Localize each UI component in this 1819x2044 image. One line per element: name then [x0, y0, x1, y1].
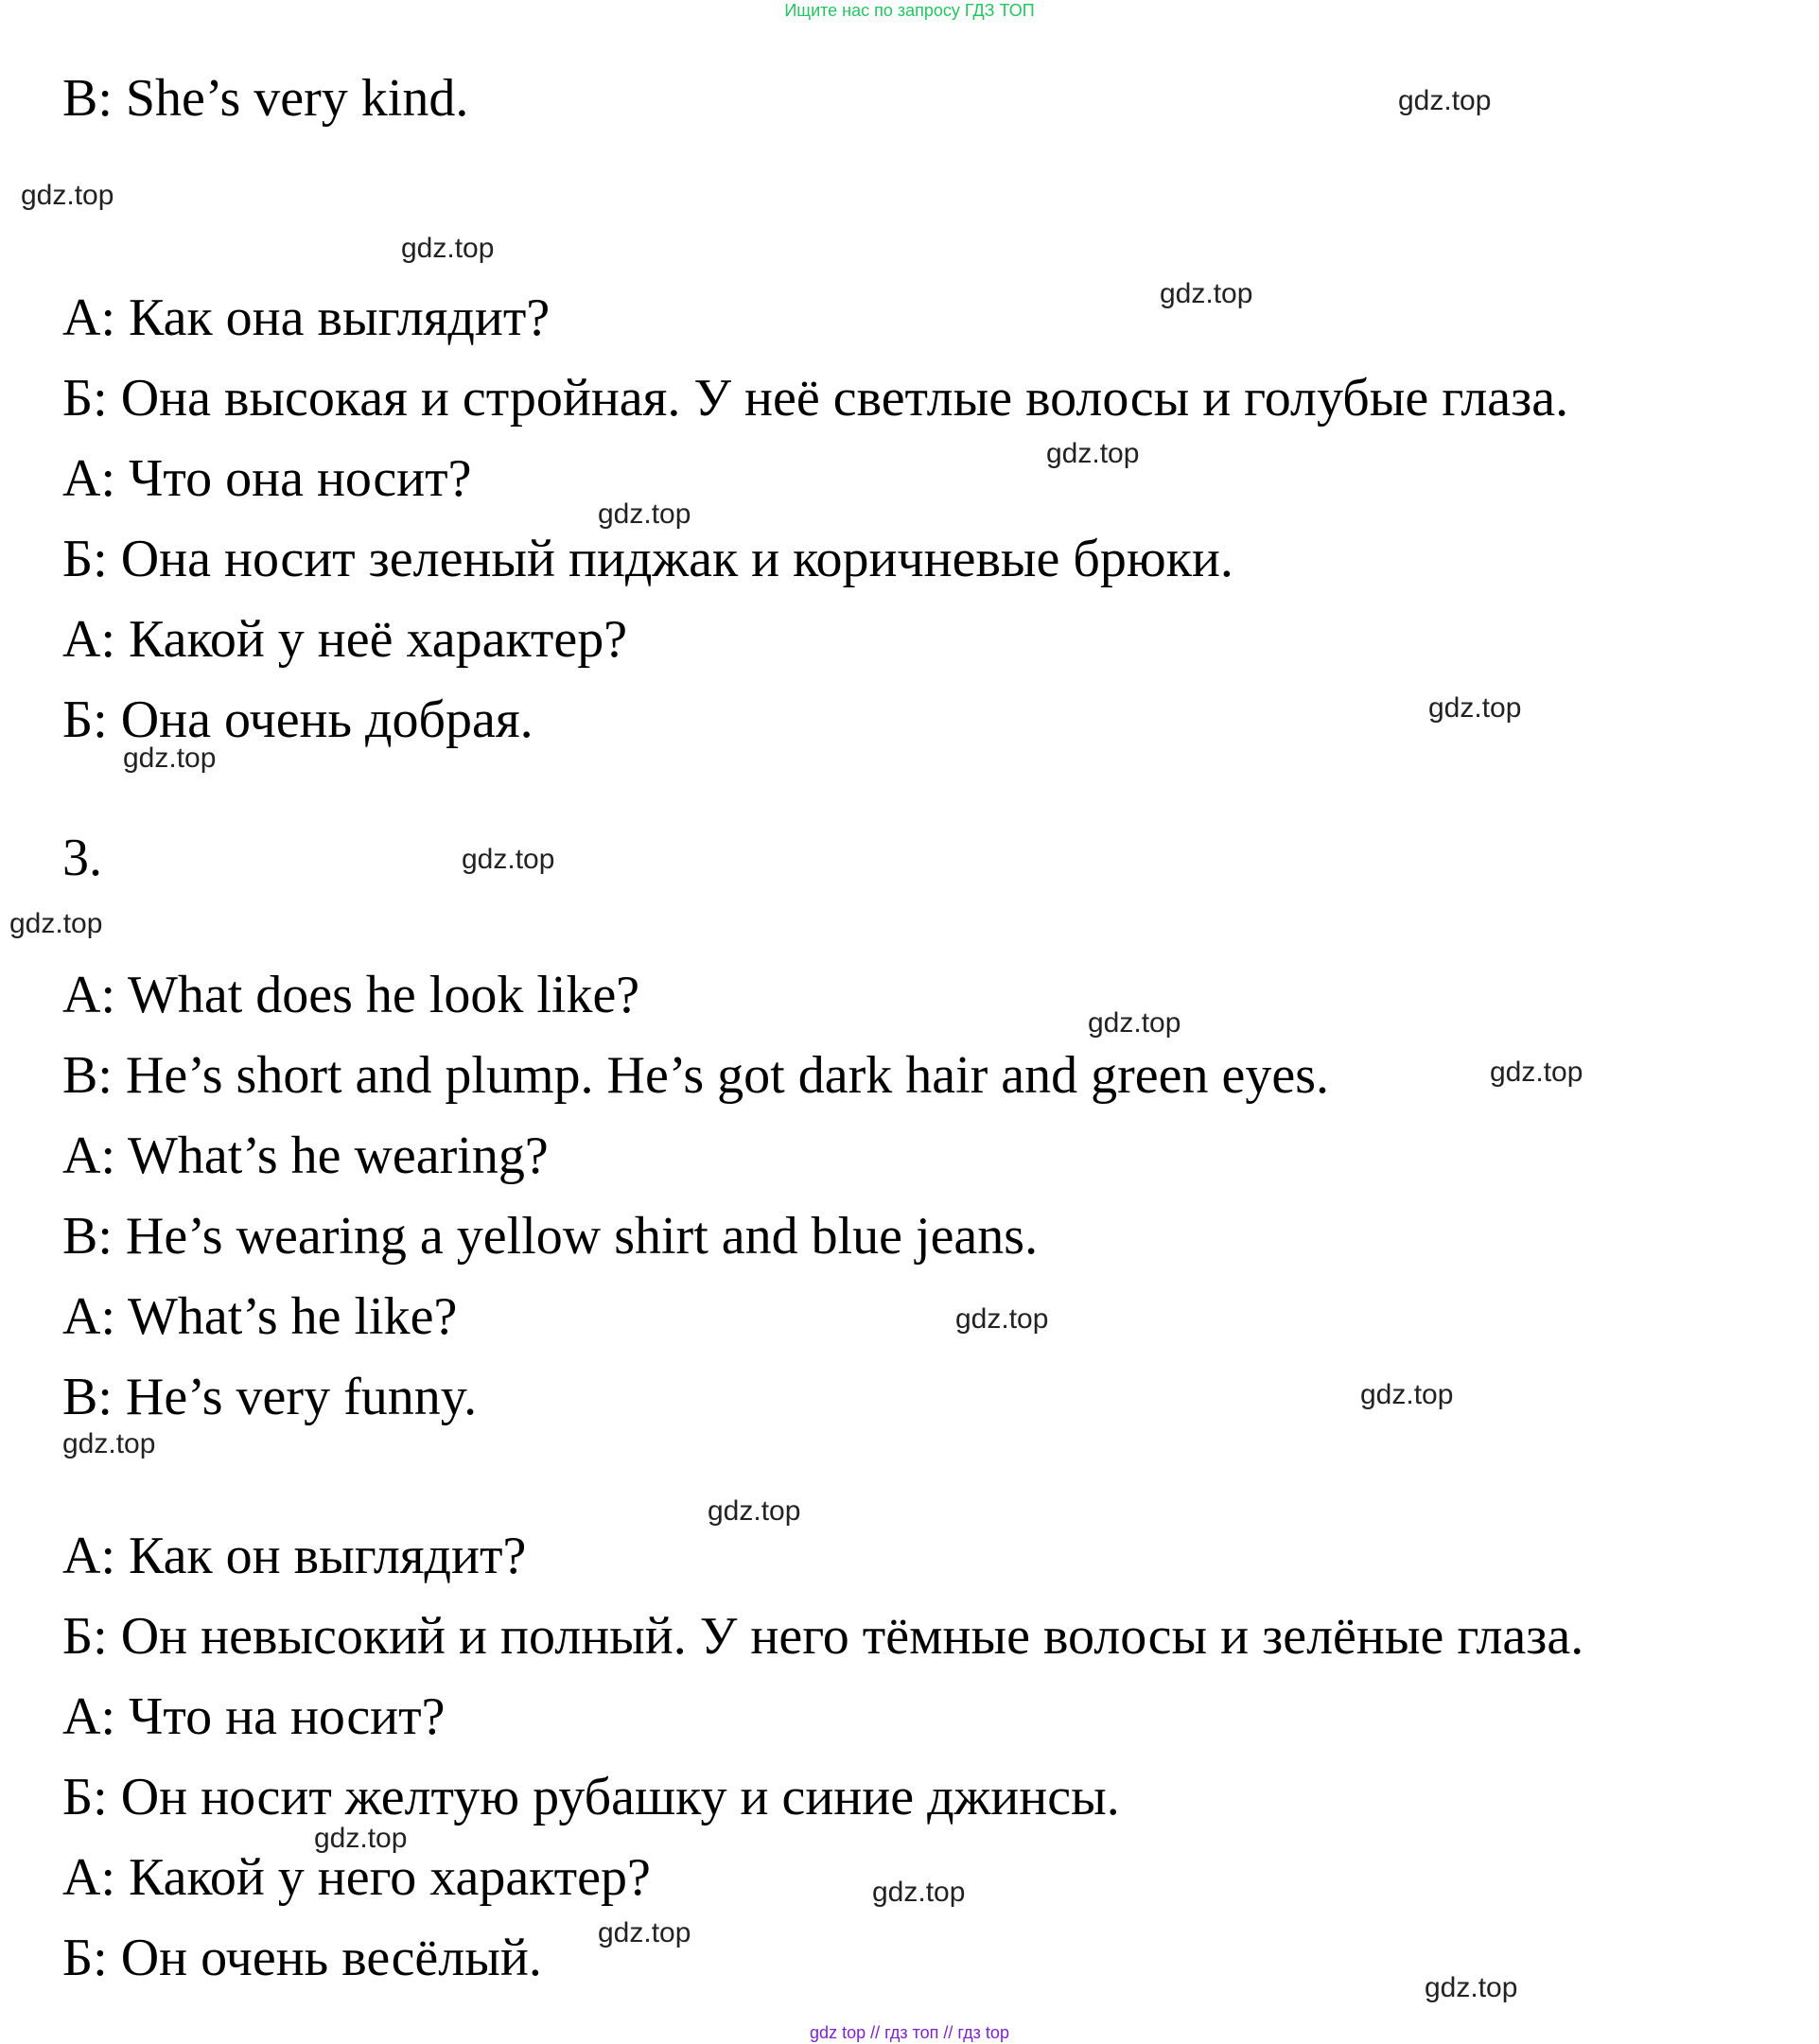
dialogue-line: Б: Он невысокий и полный. У него тёмные волосы и зелёные глаза.	[62, 1607, 1584, 1666]
dialogue-line: Б: Она носит зеленый пиджак и коричневые брюки.	[62, 530, 1233, 588]
watermark: gdz.top	[708, 1495, 801, 1527]
watermark: gdz.top	[1425, 1972, 1518, 2003]
dialogue-line: Б: Она очень добрая.	[62, 690, 533, 749]
watermark: gdz.top	[123, 742, 217, 774]
watermark: gdz.top	[1398, 85, 1492, 116]
footer-links[interactable]: gdz top // гдз топ // гдз top	[810, 2023, 1009, 2042]
dialogue-line: А: Как он выглядит?	[62, 1527, 527, 1585]
dialogue-line: Б: Он очень весёлый.	[62, 1929, 542, 1987]
dialogue-line: B: He’s wearing a yellow shirt and blue jeans.	[62, 1207, 1039, 1266]
dialogue-line: А: Как она выглядит?	[62, 288, 551, 347]
watermark: gdz.top	[1428, 692, 1522, 724]
dialogue-line: Б: Он носит желтую рубашку и синие джинсы.	[62, 1768, 1120, 1826]
dialogue-line: А: Что она носит?	[62, 449, 472, 508]
dialogue-line: Б: Она высокая и стройная. У неё светлые волосы и голубые глаза.	[62, 369, 1569, 428]
dialogue-line: А: Что на носит?	[62, 1687, 446, 1746]
watermark: gdz.top	[314, 1823, 408, 1854]
watermark: gdz.top	[9, 908, 103, 939]
watermark: gdz.top	[955, 1303, 1049, 1335]
watermark: gdz.top	[1088, 1007, 1181, 1039]
top-banner[interactable]: Ищите нас по запросу ГДЗ ТОП	[784, 1, 1035, 20]
dialogue-line: B: She’s very kind.	[62, 69, 469, 128]
watermark: gdz.top	[401, 233, 495, 264]
section-number: 3.	[62, 829, 102, 887]
watermark: gdz.top	[1046, 438, 1140, 469]
dialogue-line: А: Какой у неё характер?	[62, 610, 628, 669]
dialogue-line: A: What does he look like?	[62, 966, 640, 1024]
dialogue-line: А: Какой у него характер?	[62, 1848, 651, 1907]
dialogue-line: A: What’s he wearing?	[62, 1127, 549, 1185]
watermark: gdz.top	[598, 498, 691, 530]
watermark: gdz.top	[598, 1917, 691, 1948]
watermark: gdz.top	[1490, 1057, 1583, 1088]
dialogue-line: A: What’s he like?	[62, 1287, 458, 1346]
watermark: gdz.top	[62, 1428, 156, 1459]
watermark: gdz.top	[462, 844, 555, 875]
watermark: gdz.top	[872, 1877, 966, 1908]
watermark: gdz.top	[21, 180, 114, 211]
dialogue-line: B: He’s short and plump. He’s got dark hair and green eyes.	[62, 1046, 1330, 1105]
watermark: gdz.top	[1360, 1379, 1454, 1410]
dialogue-line: B: He’s very funny.	[62, 1368, 478, 1426]
watermark: gdz.top	[1160, 278, 1253, 309]
